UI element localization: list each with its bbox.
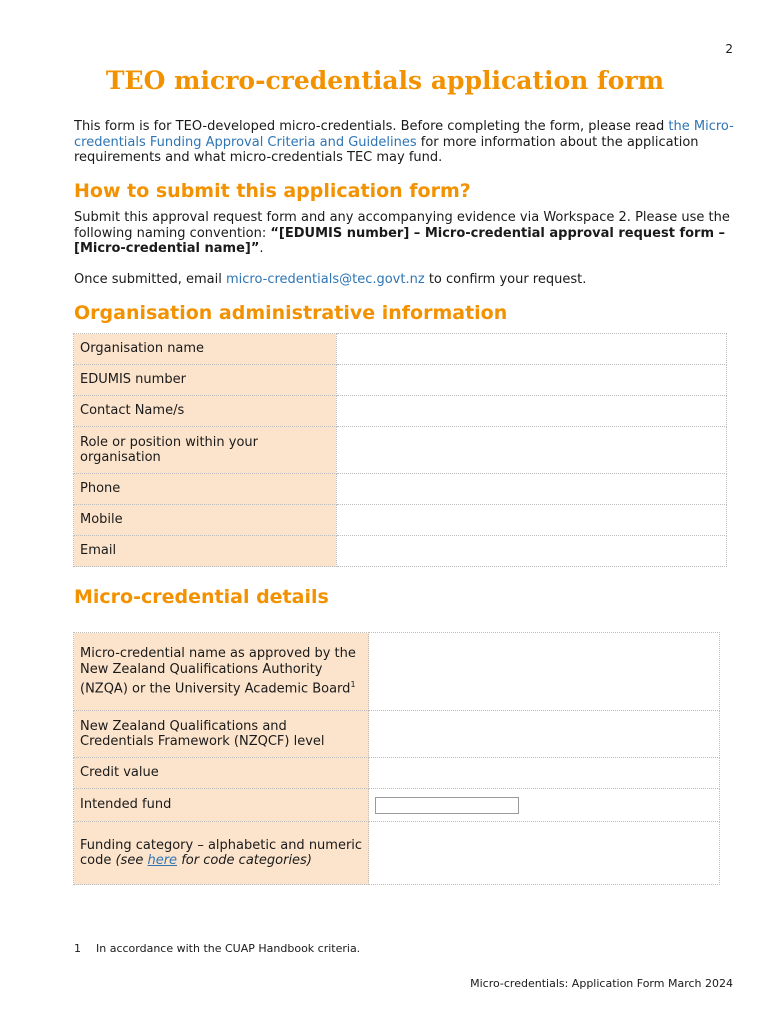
table-row [74,789,720,822]
table-row [74,365,727,396]
footnote [74,942,360,955]
fund-label: Intended fund [74,789,369,822]
funding-category-text: Funding category – alphabetic and numeric code [80,837,363,868]
intro-text-after: for more information about the application requirements and what micro-credentials TEC may fund. [74,134,699,165]
table-row [74,474,727,505]
contact-label: Contact Name/s [74,396,337,427]
note-before: (see [115,853,148,868]
mobile-field[interactable] [336,505,726,536]
email-label: Email [74,536,337,567]
submit-text-before: Submit this approval request form and any accompanying evidence via Workspace 2. Please use the following naming convention: [74,210,730,241]
edumis-field[interactable] [336,365,726,396]
role-field[interactable] [336,427,726,474]
credit-label: Credit value [74,758,369,789]
funding-category-note [115,853,311,868]
email-link[interactable]: micro-credentials@tec.govt.nz [225,272,425,287]
funding-category-label [74,822,369,885]
note-after: for code categories) [177,853,312,868]
fund-cell [369,789,720,822]
page-footer: Micro-credentials: Application Form March 2024 [470,977,733,990]
table-row [74,711,720,758]
phone-field[interactable] [336,474,726,505]
naming-convention: “[EDUMIS number] – Micro-credential approval request form – [Micro-credential name]” [74,225,726,256]
submit-paragraph [74,210,734,257]
email-text-before: Once submitted, email [74,272,226,287]
org-name-label: Organisation name [74,334,337,365]
mc-name-field[interactable] [369,633,720,711]
footnote-text: In accordance with the CUAP Handbook criteria. [96,942,361,955]
page-title: TEO micro-credentials application form [105,66,665,95]
page-number: 2 [725,42,733,56]
table-row [74,334,727,365]
table-row [74,396,727,427]
intro-text-before: This form is for TEO-developed micro-credentials. Before completing the form, please read [74,119,669,134]
table-row [74,536,727,567]
email-text-after: to confirm your request. [424,272,587,287]
phone-label: Phone [74,474,337,505]
email-field[interactable] [336,536,726,567]
guidelines-link[interactable]: the Micro-credentials Funding Approval Criteria and Guidelines [74,119,734,150]
mc-name-label [74,633,369,711]
email-paragraph [74,272,734,288]
contact-field[interactable] [336,396,726,427]
table-row [74,822,720,885]
org-table [73,333,727,567]
funding-category-field[interactable] [369,822,720,885]
nzqcf-field[interactable] [369,711,720,758]
mobile-label: Mobile [74,505,337,536]
org-heading: Organisation administrative information [74,302,508,324]
footnote-number: 1 [74,942,81,955]
code-categories-link[interactable]: here [147,853,178,868]
mc-heading: Micro-credential details [74,586,329,608]
table-row [74,505,727,536]
mc-table [73,632,720,885]
table-row [74,758,720,789]
nzqcf-label: New Zealand Qualifications and Credentials Framework (NZQCF) level [74,711,369,758]
submit-heading: How to submit this application form? [74,180,471,202]
role-label: Role or position within your organisation [74,427,337,474]
table-row [74,633,720,711]
table-row [74,427,727,474]
submit-text-after: . [259,241,264,256]
org-name-field[interactable] [336,334,726,365]
intended-fund-input[interactable] [375,797,519,814]
edumis-label: EDUMIS number [74,365,337,396]
mc-name-text: Micro-credential name as approved by the New Zealand Qualifications Authority (NZQA) or the University Academic Board [80,646,356,697]
footnote-ref: 1 [350,680,356,690]
intro-paragraph [74,119,734,166]
credit-field[interactable] [369,758,720,789]
